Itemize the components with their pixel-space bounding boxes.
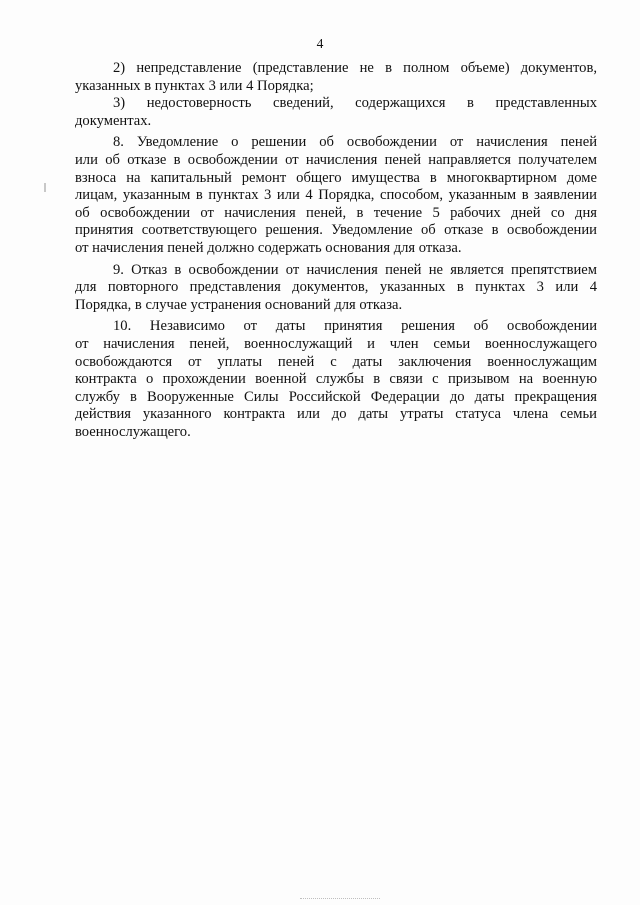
text-line: 10. Независимо от даты принятия решения об освобождении — [113, 318, 597, 335]
text-line: Порядка, в случае устранения оснований для отказа. — [75, 296, 403, 313]
text-line: 9. Отказ в освобождении от начисления пеней не является препятствием — [113, 261, 597, 278]
text-line: лицам, указанным в пунктах 3 или 4 Порядка, способом, указанным в заявлении — [75, 187, 597, 204]
scan-artifact-mark — [44, 183, 46, 192]
paragraph-clause-10 — [75, 318, 597, 441]
page-number: 4 — [316, 36, 324, 51]
paragraph-clause-9 — [75, 262, 597, 315]
text-line: 3) недостоверность сведений, содержащихся в представленных — [113, 95, 597, 112]
text-line: службу в Вооруженные Силы Российской Федерации до даты прекращения — [75, 388, 597, 405]
text-line: или об отказе в освобождении от начисления пеней направляется получателем — [75, 151, 597, 168]
paragraph-item-2 — [75, 60, 597, 95]
text-line: об освобождении от начисления пеней, в течение 5 рабочих дней со дня — [75, 204, 597, 221]
paragraph-clause-8 — [75, 134, 597, 257]
text-line: контракта о прохождении военной службы в связи с призывом на военную — [75, 371, 597, 388]
text-line: освобождаются от уплаты пеней с даты заключения военнослужащим — [75, 353, 597, 370]
text-line: от начисления пеней должно содержать основания для отказа. — [75, 239, 462, 256]
text-line: документах. — [75, 112, 152, 129]
paragraph-item-3 — [75, 95, 597, 130]
document-body — [75, 60, 597, 441]
text-line: действия указанного контракта или до даты утраты статуса члена семьи — [75, 406, 597, 423]
text-line: от начисления пеней, военнослужащий и член семьи военнослужащего — [75, 335, 597, 352]
text-line: 2) непредставление (представление не в полном объеме) документов, — [113, 60, 597, 76]
text-line: принятия соответствующего решения. Уведомление об отказе в освобождении — [75, 222, 597, 239]
text-line: 8. Уведомление о решении об освобождении от начисления пеней — [113, 134, 597, 151]
scan-artifact-dots — [300, 898, 380, 901]
text-line: военнослужащего. — [75, 423, 191, 440]
text-line: для повторного представления документов, указанных в пунктах 3 или 4 — [75, 279, 597, 296]
text-line: взноса на капитальный ремонт общего имущества в многоквартирном доме — [75, 169, 597, 186]
text-line: указанных в пунктах 3 или 4 Порядка; — [75, 77, 314, 94]
